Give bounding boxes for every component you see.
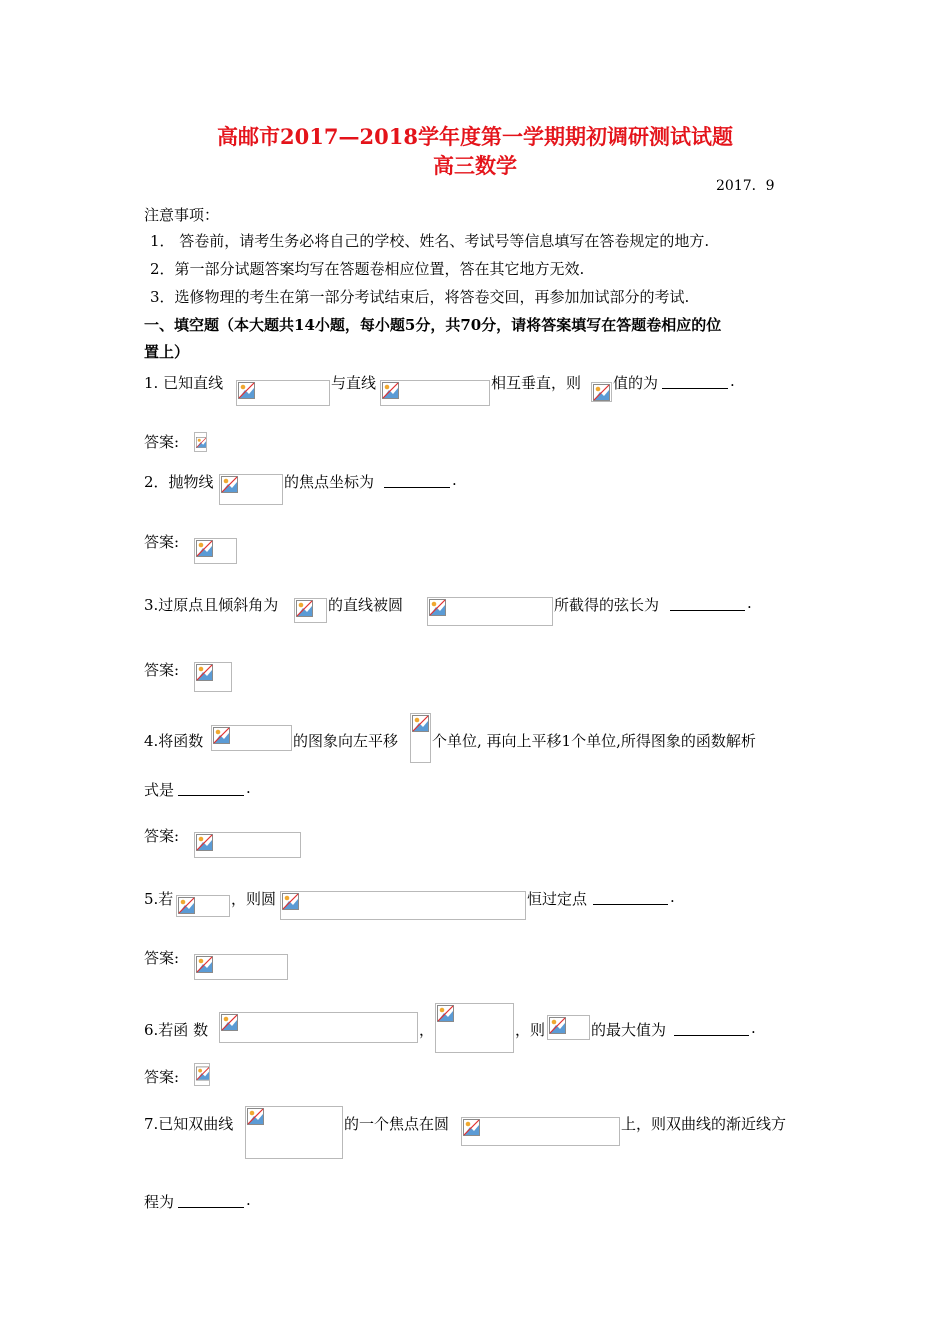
broken-image-icon xyxy=(196,956,213,973)
q7-formula-image-2 xyxy=(461,1117,620,1146)
q5-answer-blank xyxy=(593,890,668,905)
q1-answer-image xyxy=(194,432,207,452)
note-item-1: 1． 答卷前，请考生务必将自己的学校、姓名、考试号等信息填写在答卷规定的地方. xyxy=(150,232,710,250)
q6-answer-blank xyxy=(674,1021,749,1036)
q4-formula-image-1 xyxy=(211,725,292,751)
broken-image-icon xyxy=(463,1119,480,1136)
q4-text-a: 4.将函数 xyxy=(144,732,204,750)
section-heading-line1: 一、填空题（本大题共14小题，每小题5分，共70分，请将答案填写在答题卷相应的位 xyxy=(144,316,722,334)
q1-formula-image-1 xyxy=(236,380,330,406)
q6-period: . xyxy=(751,1019,756,1037)
q7-answer-blank xyxy=(178,1193,244,1208)
q6-answer-image xyxy=(194,1063,210,1086)
broken-image-icon xyxy=(282,893,299,910)
q5-text-b: ，则圆 xyxy=(231,890,277,908)
q6-text-a: 6.若函 数 xyxy=(144,1021,209,1039)
broken-image-icon xyxy=(196,664,213,681)
broken-image-icon xyxy=(412,715,429,732)
q5-formula-image-1 xyxy=(176,895,230,917)
q3-text-c: 所截得的弦长为 xyxy=(554,596,660,614)
q1-text-d: 值的为 xyxy=(613,374,659,392)
document-title: 高邮市2017—2018学年度第一学期期初调研测试试题 xyxy=(217,124,733,149)
broken-image-icon xyxy=(213,727,230,744)
broken-image-icon xyxy=(221,476,238,493)
q2-period: . xyxy=(452,471,457,489)
notes-heading: 注意事项： xyxy=(144,206,220,224)
broken-image-icon xyxy=(549,1017,566,1034)
q4-text-c: 个单位, 再向上平移1个单位,所得图象的函数解析 xyxy=(432,732,756,750)
q5-text-c: 恒过定点 xyxy=(527,890,588,908)
q5-period: . xyxy=(670,888,675,906)
q1-formula-image-3 xyxy=(591,382,612,402)
q4-text-b: 的图象向左平移 xyxy=(293,732,399,750)
q3-formula-image-1 xyxy=(294,598,327,623)
q1-formula-image-2 xyxy=(380,380,490,406)
q2-answer-label: 答案: xyxy=(144,533,180,551)
q3-text-a: 3.过原点且倾斜角为 xyxy=(144,596,279,614)
q3-period: . xyxy=(747,594,752,612)
broken-image-icon xyxy=(178,897,195,914)
broken-image-icon xyxy=(221,1014,238,1031)
q5-formula-image-2 xyxy=(280,891,526,920)
q2-answer-blank xyxy=(384,473,450,488)
q6-formula-image-3 xyxy=(547,1015,590,1040)
note-item-3: 3．选修物理的考生在第一部分考试结束后，将答卷交回，再参加加试部分的考试. xyxy=(150,288,690,306)
q4-answer-image xyxy=(194,832,301,858)
q1-text-a: 1. 已知直线 xyxy=(144,374,224,392)
q1-text-b: 与直线 xyxy=(331,374,377,392)
q2-formula-image xyxy=(219,474,283,505)
q6-text-d: 的最大值为 xyxy=(591,1021,667,1039)
q4-period: . xyxy=(246,779,251,797)
q1-text-c: 相互垂直，则 xyxy=(491,374,582,392)
q6-text-b: ， xyxy=(419,1021,435,1039)
q3-formula-image-2 xyxy=(427,597,553,626)
q6-formula-image-2 xyxy=(435,1003,514,1053)
q7-text-a: 7.已知双曲线 xyxy=(144,1115,234,1133)
q2-text-a: 2．抛物线 xyxy=(144,473,214,491)
q4-answer-label: 答案: xyxy=(144,827,180,845)
broken-image-icon xyxy=(296,600,313,617)
q7-text-b: 的一个焦点在圆 xyxy=(344,1115,450,1133)
q3-answer-image xyxy=(194,662,232,692)
broken-image-icon xyxy=(196,434,207,451)
exam-date: 2017．9 xyxy=(716,178,775,194)
q4-formula-image-2 xyxy=(410,713,431,763)
document-subtitle: 高三数学 xyxy=(433,153,517,178)
q6-formula-image-1 xyxy=(219,1012,418,1043)
q5-text-a: 5.若 xyxy=(144,890,174,908)
q7-text-c: 上，则双曲线的渐近线方 xyxy=(621,1115,787,1133)
broken-image-icon xyxy=(196,1065,210,1082)
broken-image-icon xyxy=(196,834,213,851)
note-item-2: 2．第一部分试题答案均写在答题卷相应位置，答在其它地方无效. xyxy=(150,260,585,278)
broken-image-icon xyxy=(382,382,399,399)
q3-answer-label: 答案: xyxy=(144,661,180,679)
broken-image-icon xyxy=(238,382,255,399)
q2-answer-image xyxy=(194,538,237,564)
q5-answer-image xyxy=(194,954,288,980)
broken-image-icon xyxy=(196,540,213,557)
broken-image-icon xyxy=(429,599,446,616)
q3-text-b: 的直线被圆 xyxy=(328,596,404,614)
broken-image-icon xyxy=(437,1005,454,1022)
q1-answer-blank xyxy=(662,374,728,389)
q7-text-d: 程为 xyxy=(144,1193,175,1211)
q7-formula-image-1 xyxy=(245,1106,343,1159)
broken-image-icon xyxy=(247,1108,264,1125)
q3-answer-blank xyxy=(670,596,745,611)
section-heading-line2: 置上） xyxy=(144,343,190,361)
q1-answer-label: 答案: xyxy=(144,433,180,451)
q6-text-c: ，则 xyxy=(515,1021,546,1039)
q5-answer-label: 答案: xyxy=(144,949,180,967)
broken-image-icon xyxy=(593,384,610,401)
q1-period: . xyxy=(730,372,735,390)
q7-period: . xyxy=(246,1191,251,1209)
q6-answer-label: 答案: xyxy=(144,1068,180,1086)
q4-answer-blank xyxy=(178,781,244,796)
q2-text-b: 的焦点坐标为 xyxy=(284,473,375,491)
q4-text-d: 式是 xyxy=(144,781,175,799)
